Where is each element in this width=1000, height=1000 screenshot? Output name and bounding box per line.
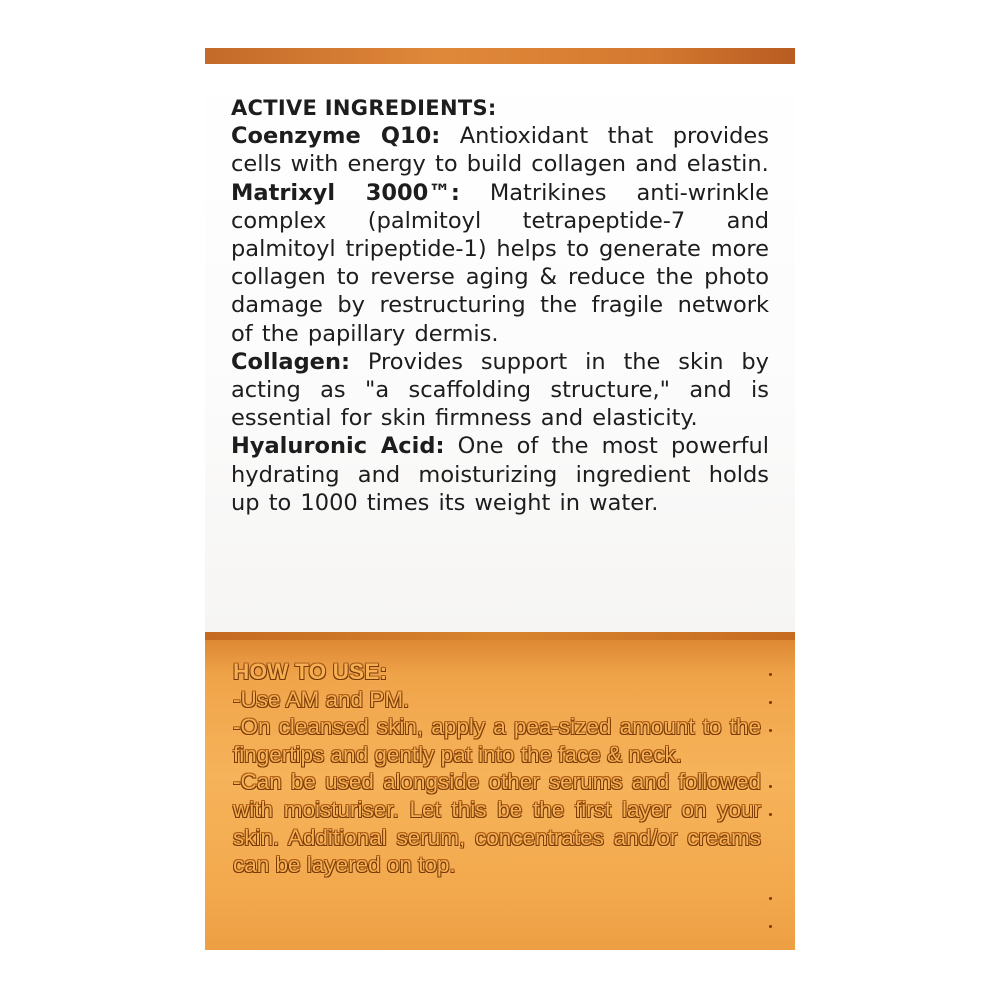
dot-mark: [769, 673, 772, 676]
active-ingredients-heading: ACTIVE INGREDIENTS:: [231, 96, 497, 120]
ingredient-hyaluronic-acid: [231, 432, 769, 517]
ingredient-matrixyl-3000: [231, 179, 769, 348]
dot-mark: [769, 785, 772, 788]
ingredient-name: Coenzyme Q10:: [231, 123, 441, 150]
how-to-use-heading: HOW TO USE:: [233, 659, 388, 684]
how-to-use-step: -Use AM and PM.: [233, 686, 410, 712]
dot-mark: [769, 813, 772, 816]
ingredient-description: Matrikines anti-wrinkle complex (palmitoyl tetrapeptide-7 and palmitoyl tripeptide-1) helps to generate more collagen to reverse aging & reduce the photo damage by restructuring the fragile network of the papillary dermis.: [231, 179, 770, 347]
ingredient-collagen: [231, 348, 769, 433]
decorative-dots: [769, 673, 775, 943]
dot-mark: [769, 701, 772, 704]
panel-divider: [205, 632, 795, 640]
ingredient-name: Matrixyl 3000™:: [231, 179, 460, 206]
top-orange-band: [205, 48, 795, 64]
dot-mark: [769, 897, 772, 900]
how-to-use-step: -On cleansed skin, apply a pea-sized amount to the fingertips and gently pat into the face & neck.: [233, 714, 761, 767]
how-to-use-section: [233, 658, 761, 879]
ingredient-description: Provides support in the skin by acting as "a scaffolding structure," and is essential for skin firmness and elasticity.: [231, 348, 769, 432]
ingredient-name: Hyaluronic Acid:: [231, 433, 445, 460]
dot-mark: [769, 729, 772, 732]
dot-mark: [769, 925, 772, 928]
product-box-side-panel: [205, 48, 795, 950]
active-ingredients-section: [231, 94, 769, 517]
how-to-use-step: -Can be used alongside other serums and followed with moisturiser. Let this be the first layer on your skin. Additional serum, concentrates and/or creams can be layered on top.: [233, 769, 761, 878]
ingredient-name: Collagen:: [231, 348, 350, 375]
ingredient-coenzyme-q10: [231, 122, 769, 178]
ingredient-description: Antioxidant that provides cells with energy to build collagen and elastin.: [231, 123, 769, 178]
ingredient-description: One of the most powerful hydrating and moisturizing ingredient holds up to 1000 times its weight in water.: [231, 433, 770, 516]
